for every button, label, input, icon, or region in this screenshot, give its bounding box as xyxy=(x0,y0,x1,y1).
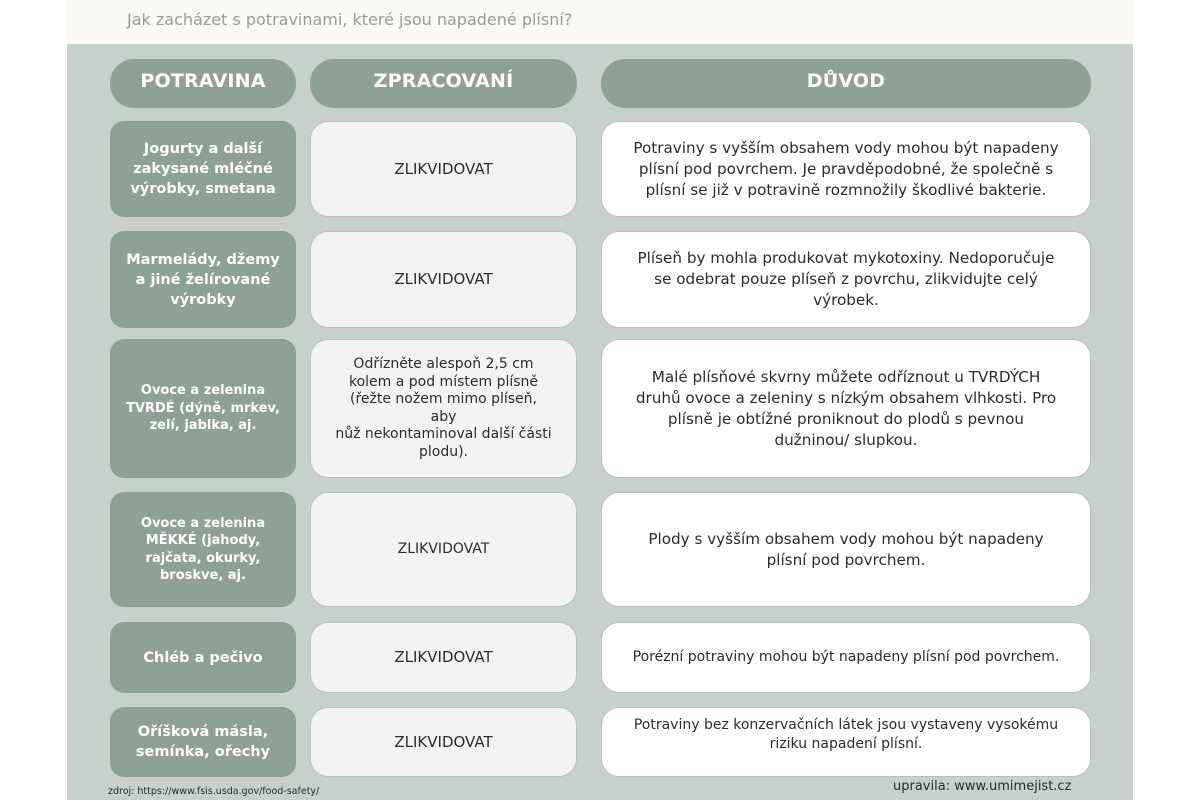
row-6-reason-line: Potraviny bez konzervačních látek jsou vystaveny vysokému xyxy=(633,717,1059,733)
row-1-process xyxy=(310,121,577,217)
row-4-process xyxy=(310,492,577,607)
row-3-process-line: Odřízněte alespoň 2,5 cm xyxy=(353,356,534,372)
row-4-food-line: rajčata, okurky, xyxy=(145,550,261,566)
row-3-process-line: kolem a pod místem plísně xyxy=(348,373,539,390)
row-4-food-line: Ovoce a zelenina xyxy=(140,515,266,531)
row-4-food-line: MĚKKÉ (jahody, xyxy=(145,533,261,548)
row-2-reason xyxy=(601,231,1091,328)
row-4-reason-line: Plody s vyšším obsahem vody mohou být napadeny xyxy=(648,529,1044,548)
row-1-process-line: ZLIKVIDOVAT xyxy=(394,159,493,178)
row-6-food-line: Oříšková másla, xyxy=(137,724,269,740)
row-2-food-line: Marmelády, džemy xyxy=(126,251,280,268)
row-4-process-line: ZLIKVIDOVAT xyxy=(397,541,490,557)
header-process: ZPRACOVANÍ xyxy=(310,59,577,108)
page-title: Jak zacházet s potravinami, které jsou napadené plísní? xyxy=(127,10,573,29)
row-2-reason-line: výrobek. xyxy=(813,291,879,309)
row-3-food-line: zelí, jablka, aj. xyxy=(149,418,257,434)
row-3-process-line: plodu). xyxy=(418,443,468,460)
row-4-reason-line: plísní pod povrchem. xyxy=(766,550,926,569)
row-5-food xyxy=(110,622,296,693)
row-5-reason-line: Porézní potraviny mohou být napadeny plísní pod povrchem. xyxy=(632,649,1060,665)
row-4-food xyxy=(110,492,296,607)
row-3-food-line: TVRDÉ (dýně, mrkev, xyxy=(126,400,280,416)
row-6-process xyxy=(310,707,577,777)
row-1-food-line: výrobky, smetana xyxy=(130,181,276,197)
row-2-process-line: ZLIKVIDOVAT xyxy=(394,270,493,288)
row-1-reason-line: Potraviny s vyšším obsahem vody mohou být napadeny xyxy=(633,138,1059,157)
row-4-reason xyxy=(601,492,1091,607)
row-1-reason-line: plísní se již v potravině rozmnožily škodlivé bakterie. xyxy=(645,180,1047,199)
row-2-food-line: výrobky xyxy=(170,291,236,308)
row-1-food-line: zakysané mléčné xyxy=(133,161,273,177)
row-2-reason-line: se odebrat pouze plíseň z povrchu, zlikvidujte celý xyxy=(654,270,1038,288)
row-2-reason-line: Plíseň by mohla produkovat mykotoxiny. Nedoporučuje xyxy=(637,249,1055,267)
row-4-food-line: broskve, aj. xyxy=(160,568,246,583)
row-2-process xyxy=(310,231,577,328)
row-2-food-line: a jiné želírované xyxy=(135,271,271,288)
row-1-reason xyxy=(601,121,1091,217)
row-1-food-line: Jogurty a další xyxy=(143,141,263,157)
row-5-food-line: Chléb a pečivo xyxy=(143,649,263,666)
row-3-process-line: nůž nekontaminoval další části xyxy=(335,426,552,442)
row-6-reason-line: riziku napadení plísní. xyxy=(769,736,923,752)
row-3-food xyxy=(110,339,296,478)
row-3-process-line: (řežte nožem mimo plíseň, aby xyxy=(350,391,537,425)
row-2-food xyxy=(110,231,296,328)
row-3-reason xyxy=(601,339,1091,478)
row-3-reason-line: druhů ovoce a zeleniny s nízkým obsahem vlhkosti. Pro xyxy=(635,388,1057,407)
header-reason: DŮVOD xyxy=(601,59,1091,108)
credit-note: upravila: www.umimejist.cz xyxy=(893,779,1072,794)
row-5-process-line: ZLIKVIDOVAT xyxy=(394,648,493,666)
row-6-process-line: ZLIKVIDOVAT xyxy=(394,732,493,751)
source-note: zdroj: https://www.fsis.usda.gov/food-safety/ xyxy=(108,786,320,797)
row-3-reason-line: dužninou/ slupkou. xyxy=(774,430,918,449)
row-6-reason xyxy=(601,707,1091,777)
row-1-reason-line: plísní pod povrchem. Je pravděpodobné, že společně s xyxy=(638,159,1054,178)
row-3-food-line: Ovoce a zelenina xyxy=(140,383,266,399)
row-3-process xyxy=(310,339,577,478)
row-6-food xyxy=(110,707,296,777)
row-6-food-line: semínka, ořechy xyxy=(135,744,271,760)
header-food: POTRAVINA xyxy=(110,59,296,108)
row-5-reason xyxy=(601,622,1091,693)
row-1-food xyxy=(110,121,296,217)
row-3-reason-line: Malé plísňové skvrny můžete odříznout u TVRDÝCH xyxy=(651,367,1041,386)
row-3-reason-line: plísně je obtížné proniknout do plodů s pevnou xyxy=(667,409,1025,428)
row-5-process xyxy=(310,622,577,693)
